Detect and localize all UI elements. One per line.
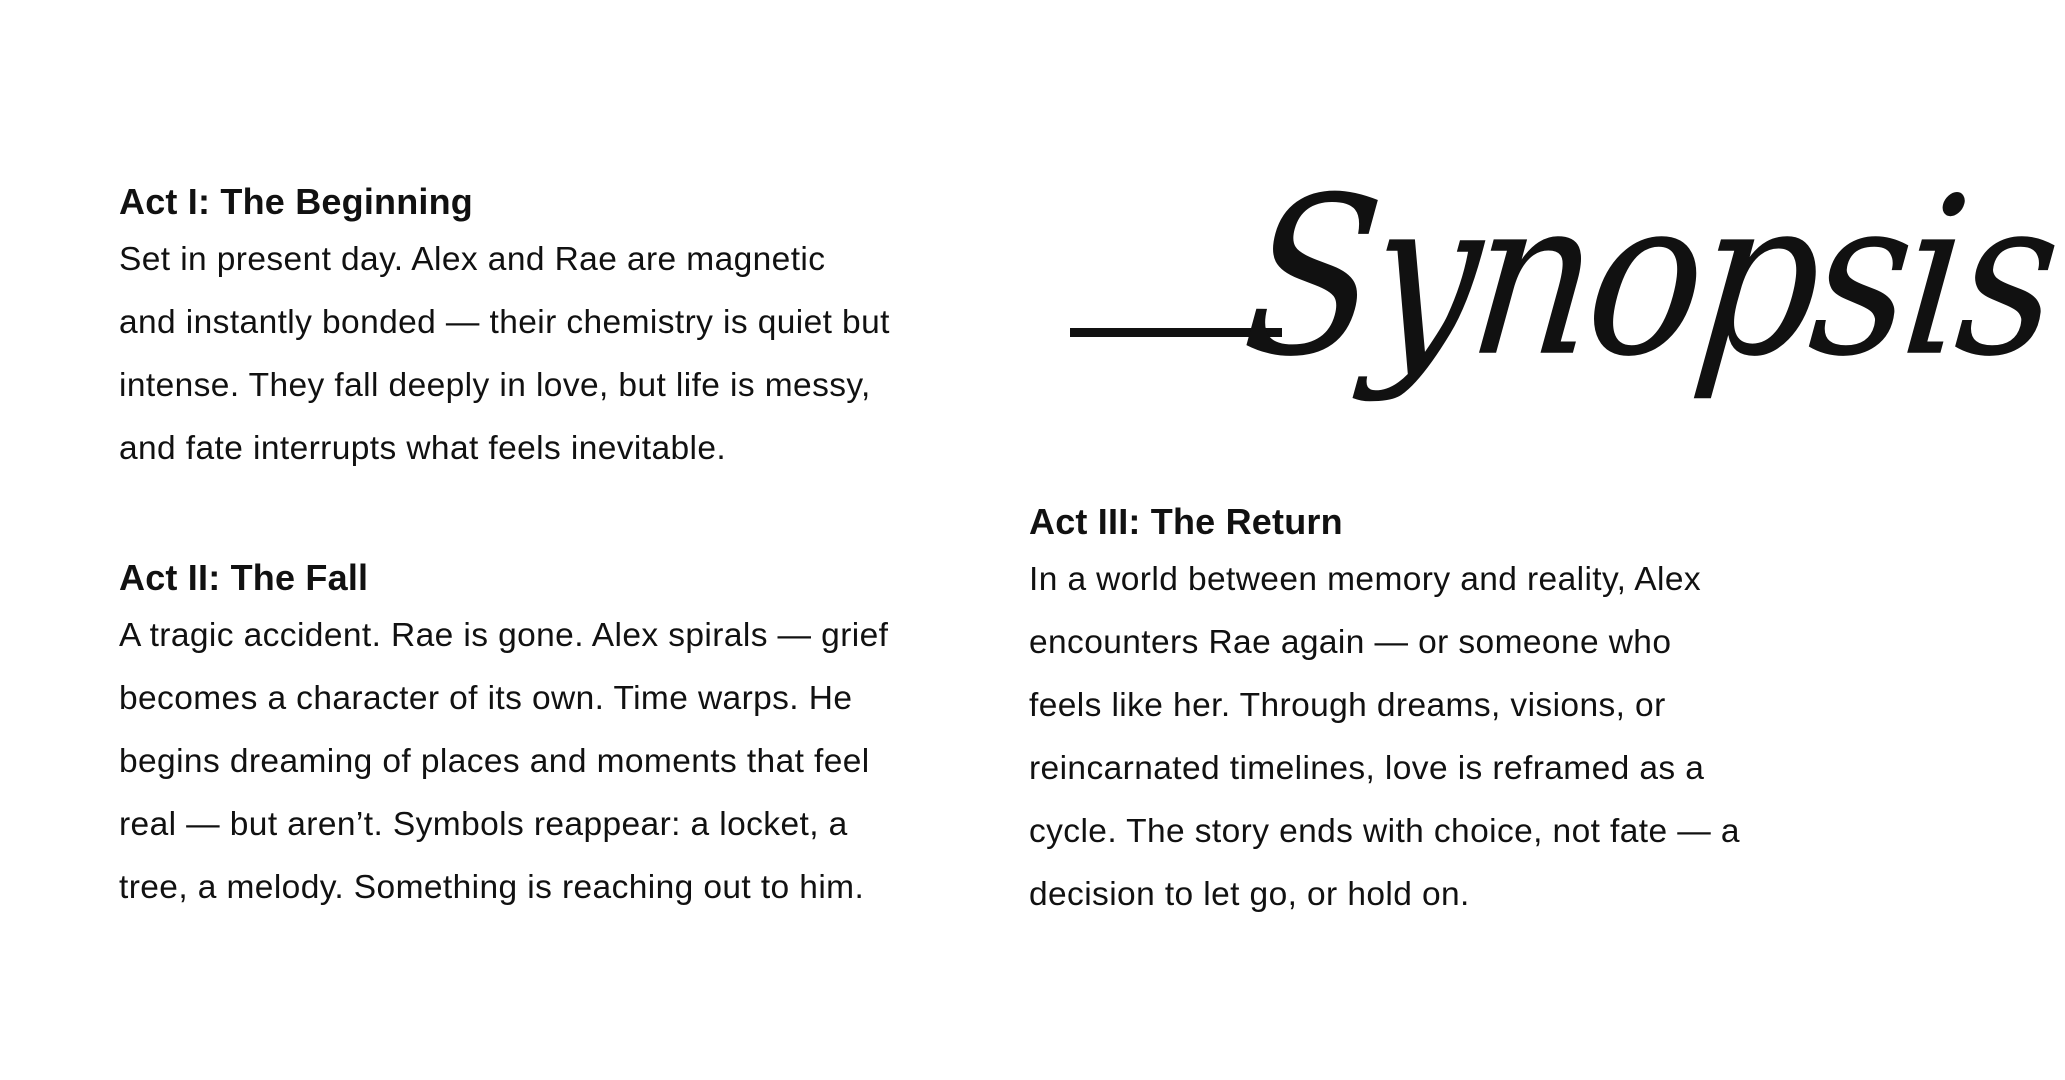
act-2-body: A tragic accident. Rae is gone. Alex spirals — grief becomes a character of its own. Time warps. He begins dreaming of places and moments that feel real — but aren’t. Symbols reappear: a locket, a tree, a melody. Something is reaching out to him. [119, 617, 889, 906]
act-1-section [119, 176, 979, 480]
act-3-heading: Act III: The Return [1029, 501, 1343, 542]
act-1-body: Set in present day. Alex and Rae are magnetic and instantly bonded — their chemistry is quiet but intense. They fall deeply in love, but life is messy, and fate interrupts what feels inevitable. [119, 241, 890, 467]
act-2-section [119, 552, 979, 919]
act-3-section [1029, 496, 1829, 926]
title-block [1070, 100, 2065, 440]
act-1-heading: Act I: The Beginning [119, 181, 473, 222]
page-title: Synopsis [1234, 150, 2065, 405]
act-2-heading: Act II: The Fall [119, 557, 369, 598]
act-3-body: In a world between memory and reality, Alex encounters Rae again — or someone who feels like her. Through dreams, visions, or reincarnated timelines, love is reframed as a cycle. The story ends with choice, not fate — a decision to let go, or hold on. [1029, 561, 1740, 913]
